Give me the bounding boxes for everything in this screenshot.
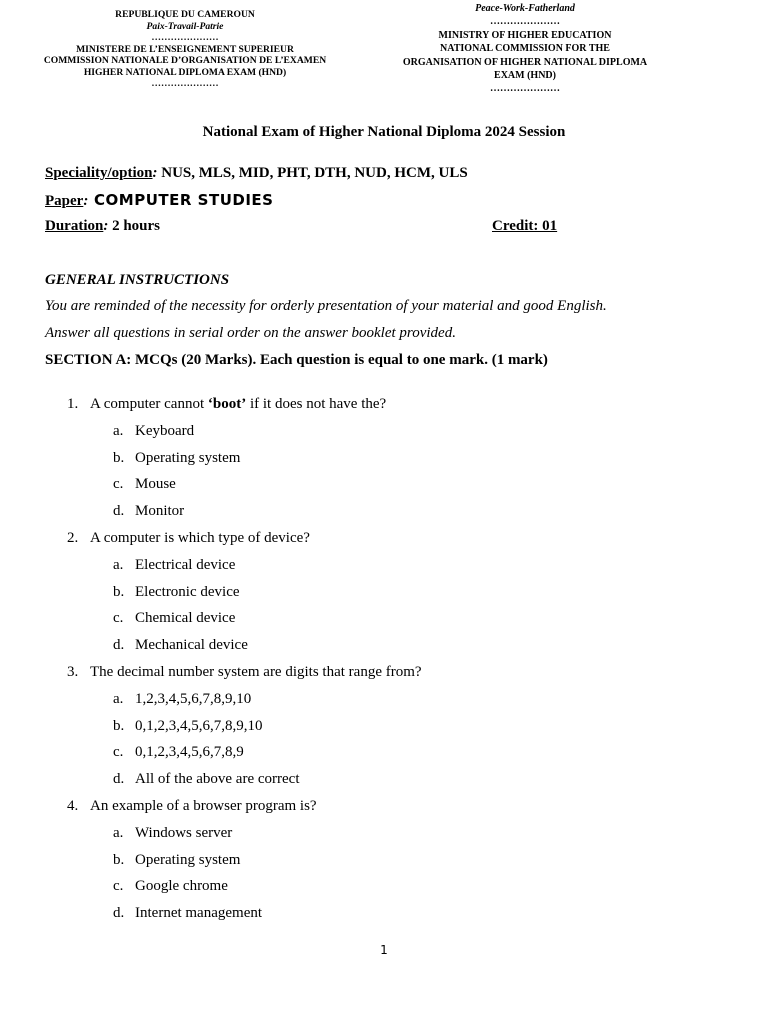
commission-name-line1: NATIONAL COMMISSION FOR THE (440, 43, 610, 55)
question-item (0, 659, 768, 793)
header-left-french (20, 9, 350, 90)
question-text-part: A computer is which type of device? (90, 529, 310, 546)
answer-option (0, 605, 768, 632)
ministry-name: MINISTRY OF HIGHER EDUCATION (438, 29, 612, 41)
option-text: 0,1,2,3,4,5,6,7,8,9 (135, 744, 244, 761)
option-text: Keyboard (135, 422, 195, 439)
question-item (0, 525, 768, 659)
option-letter: a. (113, 824, 124, 841)
option-letter: d. (113, 771, 125, 788)
instructions-heading: GENERAL INSTRUCTIONS (45, 272, 230, 288)
instruction-line: Answer all questions in serial order on the answer booklet provided. (45, 325, 456, 341)
ministry-name: MINISTERE DE L’ENSEIGNEMENT SUPERIEUR (76, 43, 294, 55)
option-text: Google chrome (135, 878, 228, 895)
option-letter: a. (113, 556, 124, 573)
answer-option (0, 498, 768, 525)
answer-option (0, 900, 768, 927)
question-text-part: An example of a browser program is? (90, 797, 317, 814)
option-text: Monitor (135, 503, 185, 520)
exam-title: National Exam of Higher National Diploma 2024 Session (202, 124, 566, 140)
question-text-part: if it does not have the? (246, 396, 387, 412)
option-letter: b. (113, 449, 125, 466)
duration-row (45, 218, 160, 235)
option-text: Electronic device (135, 583, 240, 600)
answer-option (0, 471, 768, 498)
commission-name-line2: ORGANISATION OF HIGHER NATIONAL DIPLOMA (402, 56, 648, 68)
option-text: 0,1,2,3,4,5,6,7,8,9,10 (135, 717, 263, 734)
question-text-part: A computer cannot (90, 396, 208, 412)
country-motto: Peace-Work-Fatherland (475, 3, 575, 14)
option-text: Windows server (135, 824, 233, 841)
option-letter: c. (113, 878, 124, 895)
question-text-part: The decimal number system are digits that range from? (90, 663, 422, 680)
option-letter: c. (113, 744, 124, 761)
question-line (0, 659, 768, 686)
answer-option (0, 445, 768, 472)
option-text: Operating system (135, 851, 241, 868)
option-letter: a. (113, 690, 124, 707)
duration-value: 2 hours (108, 218, 161, 234)
question-line (0, 391, 768, 418)
option-letter: c. (113, 476, 124, 493)
country-name: REPUBLIQUE DU CAMEROUN (115, 9, 255, 20)
option-text: Chemical device (135, 610, 236, 627)
option-letter: d. (113, 905, 125, 922)
option-text: Operating system (135, 449, 241, 466)
option-text: Internet management (135, 905, 263, 922)
option-letter: b. (113, 583, 125, 600)
question-number: 4. (67, 797, 79, 814)
question-keyword: ‘boot’ (207, 396, 247, 412)
label-separator: : (83, 193, 89, 209)
duration-label: Duration (45, 218, 104, 234)
answer-option (0, 418, 768, 445)
option-letter: a. (113, 422, 124, 439)
paper-value: COMPUTER STUDIES (88, 191, 274, 209)
answer-option (0, 713, 768, 740)
question-number: 1. (67, 396, 79, 412)
answer-option (0, 847, 768, 874)
answer-option (0, 766, 768, 793)
speciality-row (45, 165, 468, 182)
header-right-english (395, 2, 655, 96)
question-text (90, 793, 317, 820)
question-item (0, 391, 768, 525)
question-text (90, 525, 310, 552)
paper-label: Paper (45, 193, 84, 209)
option-text: Mouse (135, 476, 176, 493)
question-text (90, 659, 422, 686)
option-letter: b. (113, 717, 125, 734)
paper-row (45, 191, 273, 210)
option-text: 1,2,3,4,5,6,7,8,9,10 (135, 690, 252, 707)
dotted-separator: ………………… (490, 83, 560, 95)
exam-name: HIGHER NATIONAL DIPLOMA EXAM (HND) (83, 66, 287, 78)
instruction-line: You are reminded of the necessity for orderly presentation of your material and good English. (45, 298, 607, 314)
question-number: 3. (67, 663, 79, 680)
option-text: All of the above are correct (135, 771, 300, 788)
exam-name: EXAM (HND) (494, 70, 556, 82)
country-motto: Paix-Travail-Patrie (146, 20, 224, 32)
question-number: 2. (67, 529, 79, 546)
question-line (0, 525, 768, 552)
option-text: Electrical device (135, 556, 236, 573)
speciality-label: Speciality/option (45, 165, 153, 181)
option-letter: b. (113, 851, 125, 868)
question-text (90, 391, 386, 418)
speciality-value: NUS, MLS, MID, PHT, DTH, NUD, HCM, ULS (157, 165, 468, 181)
answer-option (0, 552, 768, 579)
question-line (0, 793, 768, 820)
answer-option (0, 873, 768, 900)
label-separator: : (103, 218, 109, 234)
dotted-separator: ………………… (151, 78, 219, 89)
label-separator: : (152, 165, 158, 181)
answer-option (0, 820, 768, 847)
dotted-separator: ………………… (151, 32, 219, 43)
credit-value: Credit: 01 (492, 218, 558, 234)
question-list (0, 391, 768, 927)
dotted-separator: ………………… (490, 16, 560, 28)
option-letter: d. (113, 503, 125, 520)
option-letter: c. (113, 610, 124, 627)
answer-option (0, 632, 768, 659)
answer-option (0, 579, 768, 606)
commission-name: COMMISSION NATIONALE D’ORGANISATION DE L’EXAMEN (43, 55, 327, 66)
option-text: Mechanical device (135, 637, 248, 654)
question-item (0, 793, 768, 927)
answer-option (0, 739, 768, 766)
page-number: 1 (380, 943, 388, 957)
option-letter: d. (113, 637, 125, 654)
answer-option (0, 686, 768, 713)
section-a-heading: SECTION A: MCQs (20 Marks). Each question is equal to one mark. (1 mark) (45, 352, 548, 368)
